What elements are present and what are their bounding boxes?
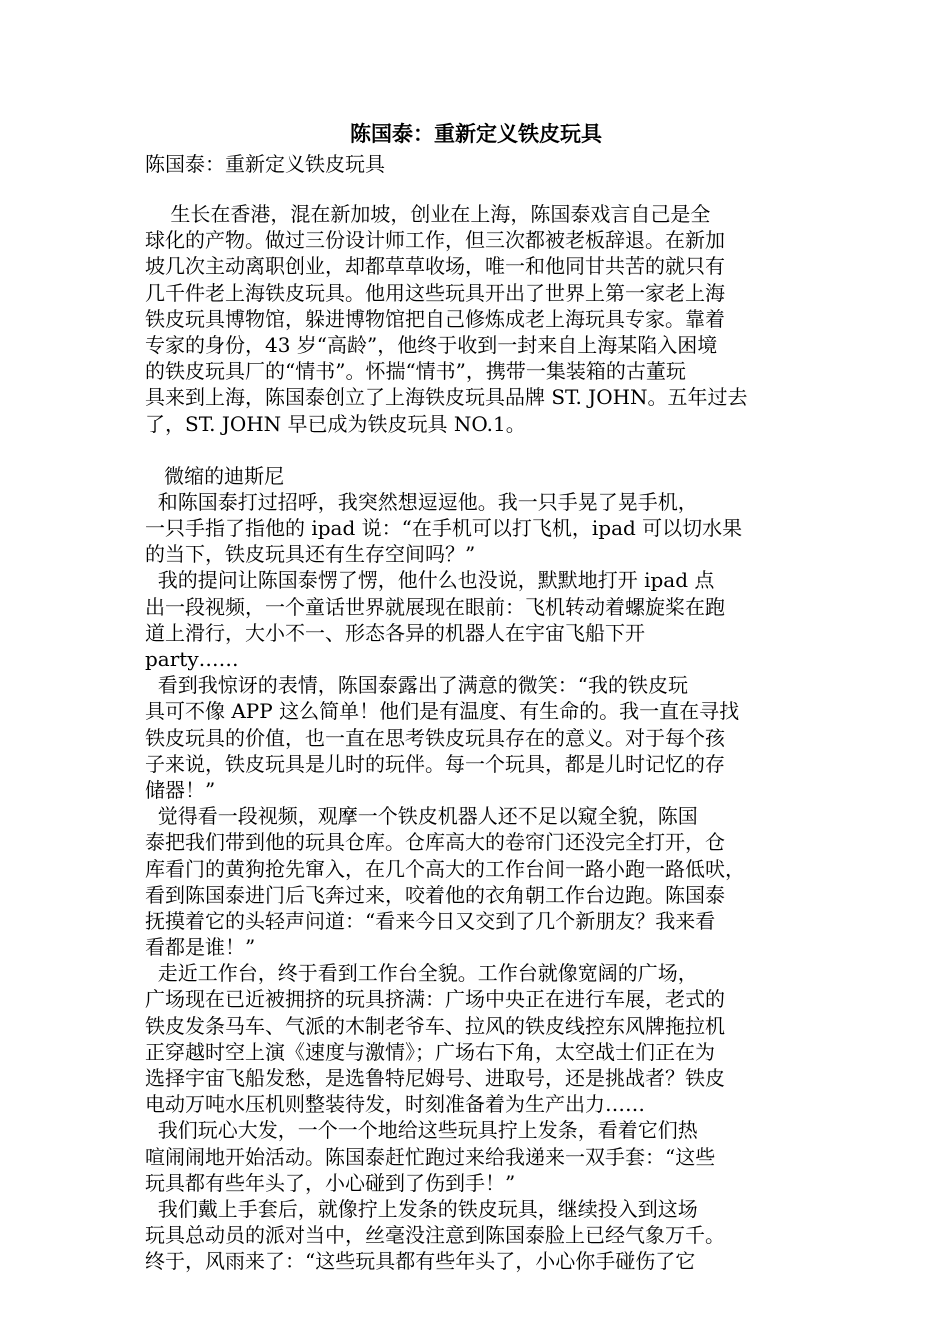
document-subtitle: 陈国泰：重新定义铁皮玩具 xyxy=(145,152,385,176)
text-line: 铁皮玩具的价值，也一直在思考铁皮玩具存在的意义。对于每个孩 xyxy=(145,725,725,750)
text-line: 具可不像 APP 这么简单！他们是有温度、有生命的。我一直在寻找 xyxy=(145,699,740,724)
text-line: 的铁皮玩具厂的“情书”。怀揣“情书”，携带一集装箱的古董玩 xyxy=(145,359,686,384)
text-line: 铁皮发条马车、气派的木制老爷车、拉风的铁皮线控东风牌拖拉机 xyxy=(145,1013,725,1038)
text-line: 我们玩心大发，一个一个地给这些玩具拧上发条，看着它们热 xyxy=(145,1118,698,1143)
section-heading xyxy=(145,463,807,489)
text-line: 专家的身份，43 岁“高龄”，他终于收到一封来自上海某陷入困境 xyxy=(145,332,718,357)
text-line: party…… xyxy=(145,647,239,671)
text-line: 广场现在已近被拥挤的玩具挤满：广场中央正在进行车展，老式的 xyxy=(145,987,725,1012)
body-text xyxy=(145,489,807,1275)
text-line: 具来到上海，陈国泰创立了上海铁皮玩具品牌 ST. JOHN。五年过去 xyxy=(145,385,748,410)
text-line: 库看门的黄狗抢先窜入，在几个高大的工作台间一路小跑一路低吠， xyxy=(145,856,745,881)
text-line: 觉得看一段视频，观摩一个铁皮机器人还不足以窥全貌，陈国 xyxy=(145,804,698,829)
text-line: 我的提问让陈国泰愣了愣，他什么也没说，默默地打开 ipad 点 xyxy=(145,568,715,593)
document-content xyxy=(145,118,807,1275)
section-heading-text: 微缩的迪斯尼 xyxy=(145,463,285,488)
text-line: 看都是谁！” xyxy=(145,935,256,960)
text-line: 看到陈国泰进门后飞奔过来，咬着他的衣角朝工作台边跑。陈国泰 xyxy=(145,882,725,907)
text-line: 玩具总动员的派对当中，丝毫没注意到陈国泰脸上已经气象万千。 xyxy=(145,1223,725,1248)
text-line: 生长在香港，混在新加坡，创业在上海，陈国泰戏言自己是全 xyxy=(145,202,711,226)
text-line: 几千件老上海铁皮玩具。他用这些玩具开出了世界上第一家老上海 xyxy=(145,280,725,305)
intro-paragraph xyxy=(145,201,807,437)
text-line: 道上滑行，大小不一、形态各异的机器人在宇宙飞船下开 xyxy=(145,620,645,645)
text-line: 泰把我们带到他的玩具仓库。仓库高大的卷帘门还没完全打开，仓 xyxy=(145,830,725,855)
text-line: 球化的产物。做过三份设计师工作，但三次都被老板辞退。在新加 xyxy=(145,228,725,253)
text-line: 的当下，铁皮玩具还有生存空间吗？” xyxy=(145,542,476,567)
text-line: 看到我惊讶的表情，陈国泰露出了满意的微笑：“我的铁皮玩 xyxy=(145,673,688,698)
text-line: 正穿越时空上演《速度与激情》；广场右下角，太空战士们正在为 xyxy=(145,1039,715,1064)
text-line: 终于，风雨来了：“这些玩具都有些年头了，小心你手碰伤了它 xyxy=(145,1249,696,1274)
text-line: 玩具都有些年头了，小心碰到了伤到手！” xyxy=(145,1170,516,1195)
text-line: 抚摸着它的头轻声问道：“看来今日又交到了几个新朋友？我来看 xyxy=(145,908,716,933)
text-line: 电动万吨水压机则整装待发，时刻准备着为生产出力…… xyxy=(145,1092,645,1117)
document-title: 陈国泰：重新定义铁皮玩具 xyxy=(350,121,602,146)
text-line: 和陈国泰打过招呼，我突然想逗逗他。我一只手晃了晃手机， xyxy=(145,489,698,514)
text-line: 喧闹闹地开始活动。陈国泰赶忙跑过来给我递来一双手套：“这些 xyxy=(145,1144,716,1169)
text-line: 铁皮玩具博物馆，躲进博物馆把自己修炼成老上海玩具专家。靠着 xyxy=(145,306,725,331)
text-line: 选择宇宙飞船发愁，是选鲁特尼姆号、进取号，还是挑战者？铁皮 xyxy=(145,1066,725,1090)
text-line: 子来说，铁皮玩具是儿时的玩伴。每一个玩具，都是儿时记忆的存 xyxy=(145,751,725,776)
text-line: 一只手指了指他的 ipad 说：“在手机可以打飞机，ipad 可以切水果 xyxy=(145,516,743,541)
spacer xyxy=(145,179,807,201)
text-line: 我们戴上手套后，就像拧上发条的铁皮玩具，继续投入到这场 xyxy=(145,1196,698,1221)
text-line: 出一段视频，一个童话世界就展现在眼前：飞机转动着螺旋桨在跑 xyxy=(145,594,725,619)
text-line: 了，ST. JOHN 早已成为铁皮玩具 NO.1。 xyxy=(145,411,526,436)
text-line: 储器！” xyxy=(145,777,216,802)
text-line: 坡几次主动离职创业，却都草草收场，唯一和他同甘共苦的就只有 xyxy=(145,254,725,279)
text-line: 走近工作台，终于看到工作台全貌。工作台就像宽阔的广场， xyxy=(145,961,698,986)
spacer xyxy=(145,437,807,463)
